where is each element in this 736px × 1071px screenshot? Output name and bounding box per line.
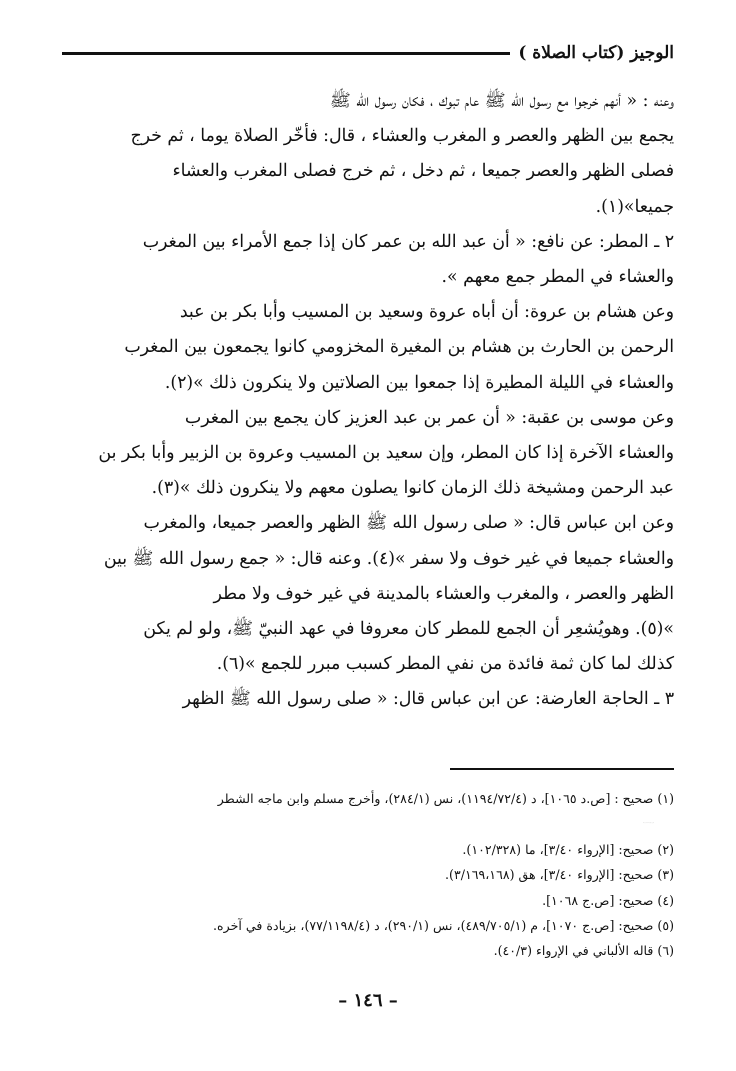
text-line: والعشاء جميعا في غير خوف ولا سفر »(٤). وعنه قال: « جمع رسول الله ﷺ بين bbox=[103, 548, 674, 569]
text-line: فصلى الظهر والعصر جميعا ، ثم دخل ، ثم خرج فصلى المغرب والعشاء bbox=[172, 161, 674, 182]
footnote: (٦) قاله الألباني في الإرواء (٤٠/٣). bbox=[493, 943, 674, 959]
text-line: والعشاء في المطر جمع معهم ». bbox=[441, 267, 674, 288]
footnote-separator bbox=[450, 768, 674, 770]
paragraph bbox=[62, 506, 674, 682]
text-line: ٢ ـ المطر: عن نافع: « أن عبد الله بن عمر كان إذا جمع الأمراء بين المغرب bbox=[142, 231, 674, 252]
text-line: عبد الرحمن ومشيخة ذلك الزمان كانوا يصلون معهم ولا ينكرون ذلك »(٣). bbox=[151, 478, 674, 499]
text-line: وعن هشام بن عروة: أن أباه عروة وسعيد بن المسيب وأبا بكر بن عبد bbox=[179, 302, 674, 323]
text-line: الرحمن بن الحارث بن هشام بن المغيرة المخزومي كانوا يجمعون بين المغرب bbox=[124, 337, 674, 358]
text-line: والعشاء في الليلة المطيرة إذا جمعوا بين الصلاتين ولا ينكرون ذلك »(٢). bbox=[164, 372, 674, 393]
footnote: (١) صحيح : [ص.د ١٠٦٥]، د (١١٩٤/٧٢/٤)، نس (٢٨٤/١)، وأخرج مسلم وابن ماجه الشطر bbox=[217, 791, 674, 806]
footnote: (٣) صحيح: [الإرواء ٣/٤٠]، هق (٣/١٦٩،١٦٨). bbox=[445, 867, 674, 883]
text-line: وعنه : « أنهم خرجوا مع رسول الله ﷺ عام تبوك ، فكان رسول الله ﷺ bbox=[329, 91, 674, 111]
footnote-continuation bbox=[62, 811, 674, 836]
text-line: »(٥). وهويُشعِر أن الجمع للمطر كان معروفا في عهد النبيّ ﷺ، ولو لم يكن bbox=[143, 619, 674, 640]
footnotes bbox=[62, 786, 674, 964]
paragraph bbox=[62, 295, 674, 401]
text-line: كذلك لما كان ثمة فائدة من نفي المطر كسبب مبرر للجمع »(٦). bbox=[216, 654, 674, 675]
page-number: – ١٤٦ – bbox=[338, 990, 398, 1011]
running-header bbox=[62, 38, 674, 68]
footnote: (٢) صحيح: [الإرواء ٣/٤٠]، ما (١٠٢/٣٢٨). bbox=[462, 841, 674, 857]
text-line: وعن ابن عباس قال: « صلى رسول الله ﷺ الظهر والعصر جميعا، والمغرب bbox=[143, 513, 674, 534]
header-rule bbox=[62, 52, 510, 55]
text-line: الظهر والعصر ، والمغرب والعشاء بالمدينة في غير خوف ولا مطر bbox=[213, 583, 674, 604]
text-line: ٣ ـ الحاجة العارضة: عن ابن عباس قال: « صلى رسول الله ﷺ الظهر bbox=[182, 689, 674, 710]
running-header-title: الوجيز (كتاب الصلاة ) bbox=[518, 43, 674, 63]
body-text bbox=[62, 84, 674, 718]
paragraph bbox=[62, 225, 674, 295]
text-line: جميعا»(١). bbox=[595, 196, 674, 217]
footnote: (٤) صحيح: [ص.ج ١٠٦٨]. bbox=[542, 892, 674, 908]
paragraph bbox=[62, 401, 674, 507]
text-line: وعن موسى بن عقبة: « أن عمر بن عبد العزيز كان يجمع بين المغرب bbox=[184, 407, 674, 428]
text-line: يجمع بين الظهر والعصر و المغرب والعشاء ، قال: فأخّر الصلاة يوما ، ثم خرج bbox=[130, 126, 674, 147]
text-line: والعشاء الآخرة إذا كان المطر، وإن سعيد بن المسيب وعروة بن الزبير وأبا بكر بن bbox=[98, 443, 674, 464]
footnote: (٥) صحيح: [ص.ج ١٠٧٠]، م (٤٨٩/٧٠٥/١)، نس (٢٩٠/١)، د (٧٧/١١٩٨/٤)، بزيادة في آخره. bbox=[213, 918, 674, 934]
paragraph bbox=[62, 84, 674, 225]
paragraph bbox=[62, 682, 674, 717]
